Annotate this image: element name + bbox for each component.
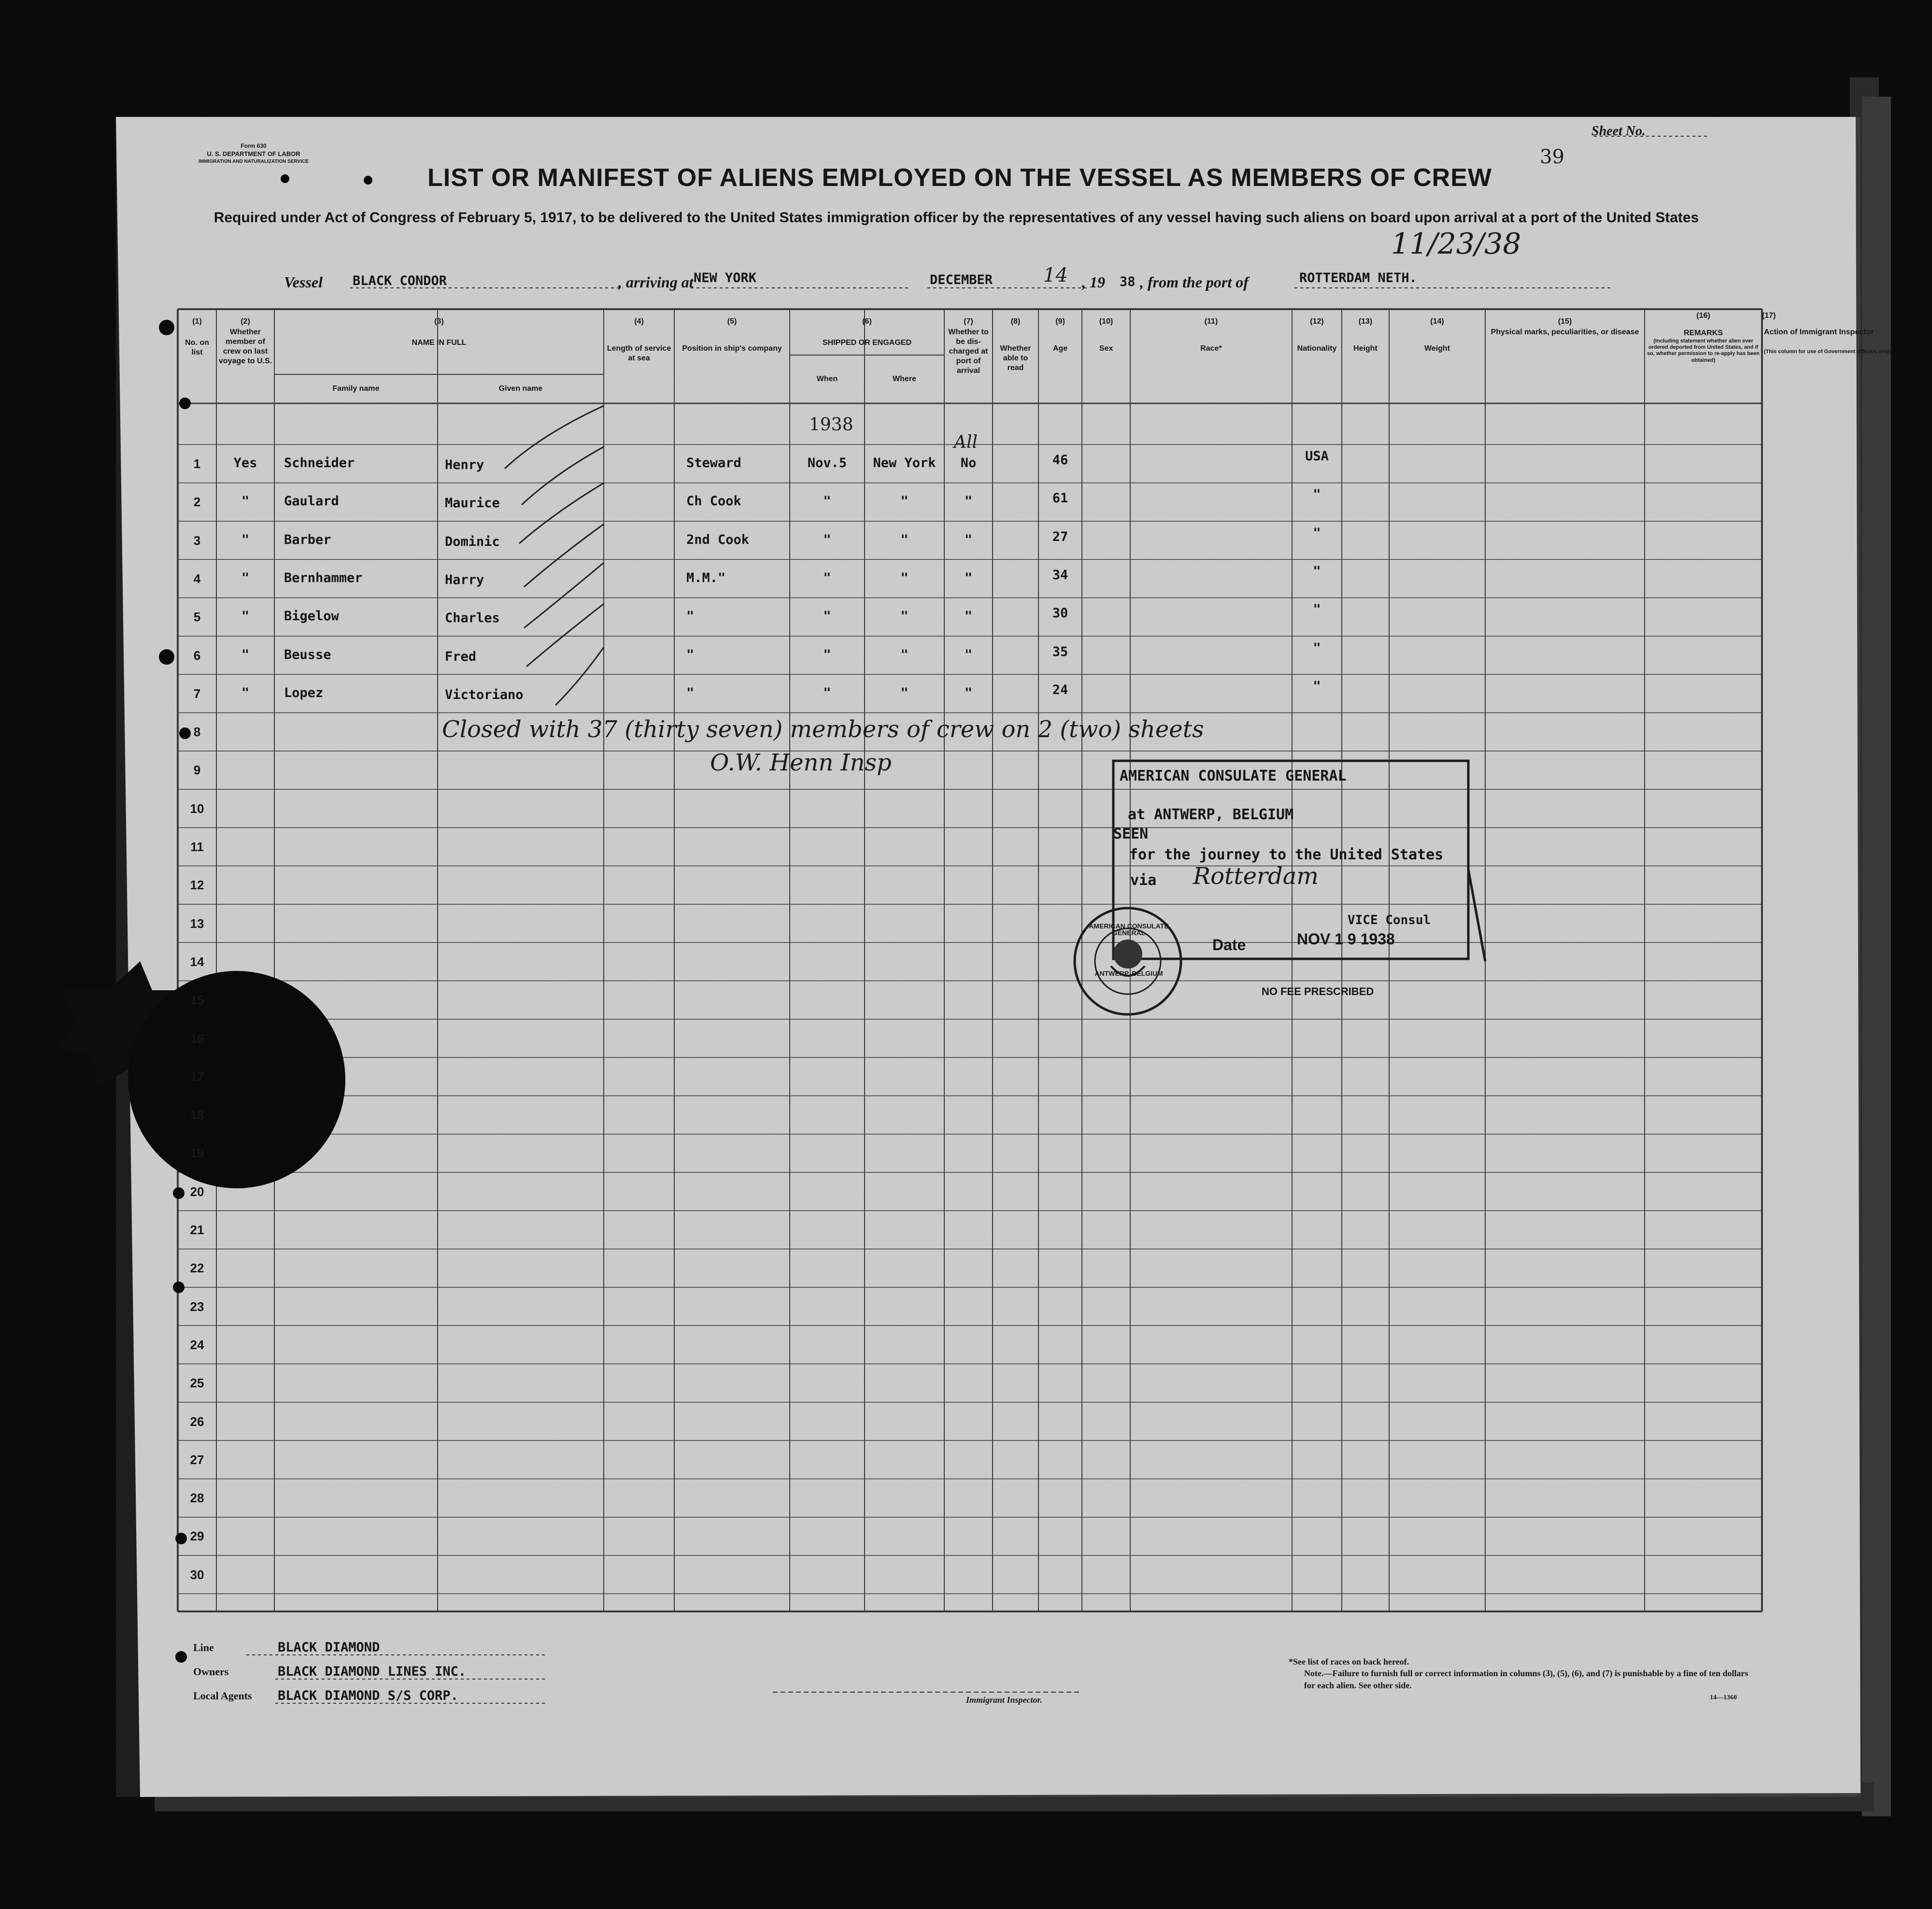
column-number: (6) xyxy=(862,317,872,326)
row-number: 11 xyxy=(190,840,204,854)
column-number: (15) xyxy=(1558,317,1572,326)
crew-given: Harry xyxy=(445,572,484,587)
crew-position: Ch Cook xyxy=(686,494,741,509)
column-subheader: Where xyxy=(893,375,916,383)
owners-value: BLACK DIAMOND LINES INC. xyxy=(278,1664,467,1679)
column-note: (Including statement whether alien ever ordered deported from United States, and if so, whether permission to re-apply has been obtained) xyxy=(1647,338,1760,363)
crew-age: 24 xyxy=(1052,682,1068,698)
arriving-label: , arriving at xyxy=(618,273,694,291)
column-number: (9) xyxy=(1055,317,1065,326)
crew-when: " xyxy=(823,647,831,662)
column-header: Age xyxy=(1052,344,1068,353)
line-value: BLACK DIAMOND xyxy=(278,1640,380,1655)
race-footnote: *See list of races on back hereof. xyxy=(1289,1657,1409,1667)
column-header: No. on list xyxy=(185,339,209,356)
column-number: (4) xyxy=(634,317,644,326)
stamp-line-2: at ANTWERP, BELGIUM xyxy=(1128,806,1294,823)
stamp-officer-title: VICE Consul xyxy=(1348,913,1431,927)
row-number: 9 xyxy=(193,763,201,778)
crew-family: Schneider xyxy=(284,456,355,470)
crew-when: " xyxy=(823,532,831,547)
column-header: Length of service at sea xyxy=(607,344,671,362)
crew-where: " xyxy=(900,532,909,547)
column-header: Physical marks, peculiarities, or disease xyxy=(1491,328,1639,336)
crew-nationality: " xyxy=(1313,563,1321,579)
page-number: 39 xyxy=(1540,146,1564,168)
column-header: Race* xyxy=(1200,344,1222,353)
row-number: 13 xyxy=(190,916,204,931)
column-header: REMARKS xyxy=(1684,329,1723,337)
closing-note: Closed with 37 (thirty seven) members of crew on 2 (two) sheets xyxy=(442,716,1204,743)
crew-family: Bernhammer xyxy=(284,570,363,585)
crew-discharged: " xyxy=(964,532,973,547)
row-number: 27 xyxy=(190,1452,204,1467)
column-header: NAME IN FULL xyxy=(412,339,467,347)
column-note: (This column for use of Government officials only) xyxy=(1764,349,1891,355)
crew-age: 30 xyxy=(1052,606,1068,621)
crew-position: 2nd Cook xyxy=(686,532,750,547)
column-number: (14) xyxy=(1430,317,1444,326)
crew-nationality: " xyxy=(1313,602,1321,617)
crew-nationality: " xyxy=(1313,640,1321,655)
crew-family: Gaulard xyxy=(284,494,339,509)
column-number: (3) xyxy=(434,317,444,326)
row-number: 24 xyxy=(190,1337,204,1352)
year-header: 1938 xyxy=(809,415,853,435)
stamp-date-value: NOV 1 9 1938 xyxy=(1297,930,1395,948)
arriving-port: NEW YORK xyxy=(694,271,757,285)
crew-family: Lopez xyxy=(284,685,324,700)
stamp-via-label: via xyxy=(1130,872,1157,889)
crew-discharged: " xyxy=(964,685,973,700)
row-number: 16 xyxy=(190,1031,204,1046)
crew-position: Steward xyxy=(686,456,741,470)
crew-where: " xyxy=(900,570,909,585)
row-number: 2 xyxy=(193,495,201,510)
crew-when: " xyxy=(823,609,831,624)
crew-last-voyage: Yes xyxy=(233,456,257,470)
crew-last-voyage: " xyxy=(241,685,250,700)
column-header: Whether to be dis-charged at port of arrival xyxy=(948,328,989,375)
crew-given: Dominic xyxy=(445,534,500,549)
column-number: (2) xyxy=(241,317,250,326)
arrival-day: 14 xyxy=(1043,264,1068,286)
crew-nationality: USA xyxy=(1305,449,1329,464)
sheet-number-label: Sheet No. xyxy=(1591,124,1646,139)
penalty-footnote: Note.—Failure to furnish full or correct information in columns (3), (5), (6), and (7) is punishable by a fine of ten dollars for each alien. See other side. xyxy=(1304,1668,1748,1691)
all-note: All xyxy=(954,432,978,452)
row-number: 4 xyxy=(193,571,201,586)
column-number: (7) xyxy=(964,317,973,326)
crew-where: " xyxy=(900,609,909,624)
column-number: (17) xyxy=(1762,312,1776,320)
column-header: Sex xyxy=(1099,344,1113,353)
column-subheader: Family name xyxy=(332,385,380,393)
local-agents-value: BLACK DIAMOND S/S CORP. xyxy=(278,1688,458,1703)
column-header: Position in ship's company xyxy=(682,344,782,353)
column-number: (1) xyxy=(192,317,202,326)
crew-given: Fred xyxy=(445,649,477,664)
crew-discharged: " xyxy=(964,570,973,585)
column-number: (8) xyxy=(1010,317,1021,326)
row-number: 7 xyxy=(193,686,201,701)
from-port-label: , from the port of xyxy=(1140,273,1249,291)
column-number: (11) xyxy=(1204,317,1218,326)
column-header: SHIPPED OR ENGAGED xyxy=(822,339,912,347)
year-prefix: , 19 xyxy=(1082,273,1105,291)
service-label: IMMIGRATION AND NATURALIZATION SERVICE xyxy=(199,159,309,164)
line-label: Line xyxy=(193,1641,214,1653)
column-number: (5) xyxy=(727,317,737,326)
crew-age: 61 xyxy=(1052,491,1068,506)
department-label: U. S. DEPARTMENT OF LABOR xyxy=(207,150,300,157)
manifest-title: LIST OR MANIFEST OF ALIENS EMPLOYED ON THE VESSEL AS MEMBERS OF CREW xyxy=(427,164,1492,192)
crew-age: 34 xyxy=(1052,567,1068,583)
no-fee-prescribed: NO FEE PRESCRIBED xyxy=(1262,985,1374,997)
row-number: 26 xyxy=(190,1414,204,1429)
crew-position: " xyxy=(686,609,695,624)
row-number: 20 xyxy=(190,1184,204,1199)
stamp-line-3: SEEN xyxy=(1113,826,1149,842)
column-number: (16) xyxy=(1696,312,1710,320)
crew-last-voyage: " xyxy=(241,494,250,509)
crew-where: New York xyxy=(873,456,936,470)
print-code: 14—1360 xyxy=(1710,1694,1737,1701)
crew-given: Maurice xyxy=(445,496,500,511)
column-number: (13) xyxy=(1358,317,1373,326)
row-number: 8 xyxy=(193,725,201,740)
crew-last-voyage: " xyxy=(241,647,250,662)
inspector-signature: O.W. Henn Insp xyxy=(710,749,892,776)
crew-where: " xyxy=(900,685,909,700)
crew-discharged: No xyxy=(960,456,977,470)
column-header: Action of Immigrant Inspector xyxy=(1764,328,1874,336)
immigrant-inspector-label: Immigrant Inspector. xyxy=(966,1695,1043,1705)
form-number: Form 630 xyxy=(241,142,267,149)
crew-nationality: " xyxy=(1313,487,1321,502)
row-number: 23 xyxy=(190,1299,204,1314)
column-header: Weight xyxy=(1424,344,1450,353)
crew-when: " xyxy=(823,685,831,700)
crew-position: " xyxy=(686,647,695,662)
owners-label: Owners xyxy=(193,1666,229,1678)
stamp-line-1: AMERICAN CONSULATE GENERAL xyxy=(1120,768,1347,784)
row-number: 25 xyxy=(190,1376,204,1391)
row-number: 21 xyxy=(190,1223,204,1237)
row-number: 1 xyxy=(193,456,201,471)
crew-position: " xyxy=(686,685,695,700)
row-number: 29 xyxy=(190,1529,204,1544)
column-number: (10) xyxy=(1099,317,1113,326)
crew-age: 46 xyxy=(1052,453,1068,468)
crew-discharged: " xyxy=(964,647,973,662)
crew-discharged: " xyxy=(964,609,973,624)
row-number: 6 xyxy=(193,648,201,663)
crew-discharged: " xyxy=(964,494,973,509)
row-number: 28 xyxy=(190,1491,204,1506)
row-number: 30 xyxy=(190,1567,204,1582)
vessel-name: BLACK CONDOR xyxy=(353,273,447,288)
crew-given: Henry xyxy=(445,457,484,472)
crew-age: 35 xyxy=(1052,644,1068,659)
row-number: 10 xyxy=(190,801,204,816)
row-number: 15 xyxy=(190,993,204,1008)
crew-family: Barber xyxy=(284,532,331,547)
crew-nationality: " xyxy=(1313,678,1321,694)
row-number: 14 xyxy=(190,954,204,969)
row-number: 5 xyxy=(193,610,201,625)
crew-where: " xyxy=(900,647,909,662)
row-number: 3 xyxy=(193,533,201,548)
arrival-year: 38 xyxy=(1120,274,1136,289)
crew-when: " xyxy=(823,494,831,509)
row-number: 22 xyxy=(190,1261,204,1276)
row-number: 12 xyxy=(190,878,204,893)
crew-family: Beusse xyxy=(284,647,331,662)
crew-age: 27 xyxy=(1052,529,1068,544)
crew-given: Charles xyxy=(445,611,500,626)
crew-nationality: " xyxy=(1313,525,1321,541)
column-subheader: When xyxy=(816,375,838,383)
row-number: 17 xyxy=(190,1069,204,1084)
manifest-subtitle: Required under Act of Congress of February 5, 1917, to be delivered to the United States immigration officer by the representatives of any vessel having such aliens on board upon arrival at a port of the United States xyxy=(213,210,1699,226)
departure-port: ROTTERDAM NETH. xyxy=(1299,271,1417,285)
crew-given: Victoriano xyxy=(445,687,524,702)
handwritten-date: 11/23/38 xyxy=(1391,227,1521,261)
crew-position: M.M." xyxy=(686,570,726,585)
consular-seal-text: AMERICAN CONSULATE GENERAL ANTWERP, BELGIUM xyxy=(1089,922,1169,977)
crew-when: Nov.5 xyxy=(807,456,847,470)
crew-when: " xyxy=(823,570,831,585)
row-number: 18 xyxy=(190,1108,204,1123)
stamp-via-value: Rotterdam xyxy=(1193,863,1319,890)
vessel-label: Vessel xyxy=(284,273,323,291)
arrival-month: DECEMBER xyxy=(930,272,993,287)
crew-where: " xyxy=(900,494,909,509)
stamp-date-label: Date xyxy=(1212,936,1246,954)
crew-last-voyage: " xyxy=(241,532,250,547)
stamp-line-4: for the journey to the United States xyxy=(1129,846,1444,863)
column-header: Nationality xyxy=(1297,344,1337,353)
column-header: Height xyxy=(1353,344,1378,353)
column-header: Whether able to read xyxy=(1000,344,1031,372)
row-number: 19 xyxy=(190,1146,204,1161)
crew-last-voyage: " xyxy=(241,609,250,624)
column-subheader: Given name xyxy=(498,385,543,393)
crew-family: Bigelow xyxy=(284,609,339,624)
column-header: Whether member of crew on last voyage to U.S. xyxy=(218,328,272,365)
local-agents-label: Local Agents xyxy=(193,1690,252,1702)
crew-last-voyage: " xyxy=(241,570,250,585)
column-number: (12) xyxy=(1310,317,1324,326)
